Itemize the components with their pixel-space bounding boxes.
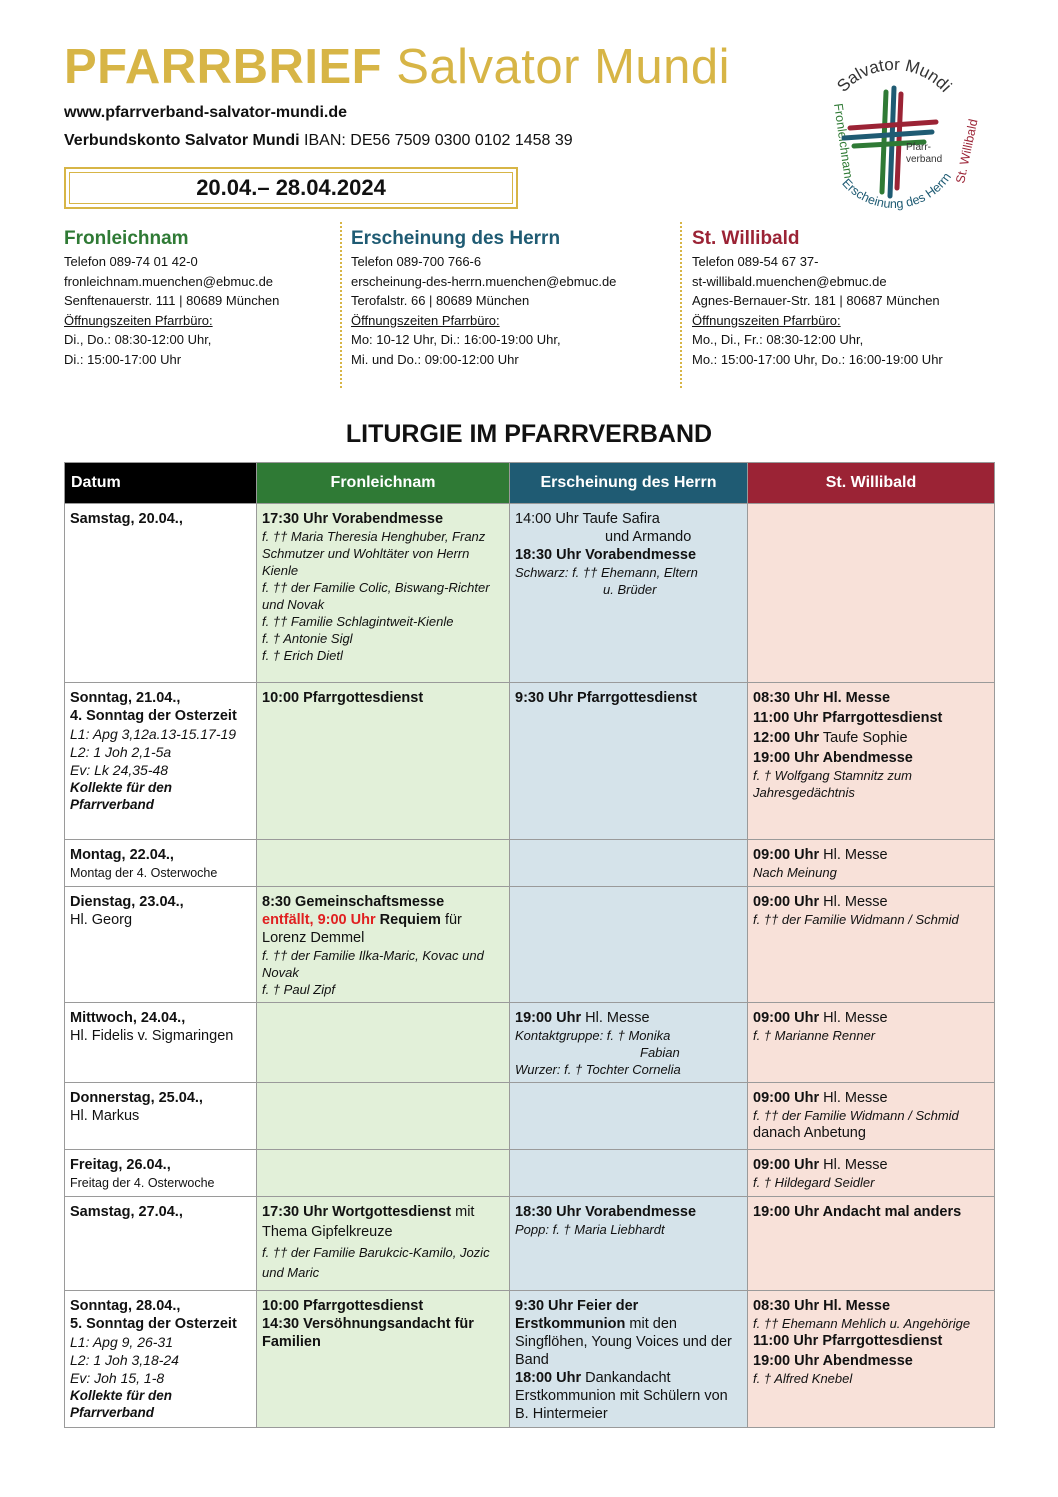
date-range: 20.04.– 28.04.2024 xyxy=(69,172,513,204)
date-cell: Donnerstag, 25.04., Hl. Markus xyxy=(65,1083,257,1150)
willibald-cell: 08:30 Uhr Hl. Messe 11:00 Uhr Pfarrgottesdienst 12:00 Uhr Taufe Sophie 19:00 Uhr Abendmesse f. † Wolfgang Stamnitz zum Jahresgedächtnis xyxy=(748,683,995,840)
parish-name: Fronleichnam xyxy=(64,228,189,249)
willibald-cell: 09:00 Uhr Hl. Messe f. †† der Familie Widmann / Schmid danach Anbetung xyxy=(748,1083,995,1150)
erscheinung-cell: 9:30 Uhr Feier der Erstkommunion mit den Singflöhen, Young Voices und der Band 18:00 Uhr Dankandacht Erstkommunion mit Schülern von B. Hintermeier xyxy=(510,1291,748,1428)
svg-text:Fronleichnam: Fronleichnam xyxy=(831,102,856,180)
parish-phone: Telefon 089-54 67 37- xyxy=(692,254,819,269)
table-row xyxy=(65,1083,995,1150)
salvator-mundi-logo xyxy=(804,46,984,226)
liturgy-heading: LITURGIE IM PFARRVERBAND xyxy=(345,420,713,448)
date-cell: Sonntag, 28.04., 5. Sonntag der Osterzeit L1: Apg 9, 26-31 L2: 1 Joh 3,18-24 Ev: Joh 15, 1-8 Kollekte für den Pfarrverband xyxy=(65,1291,257,1428)
erscheinung-cell: 9:30 Uhr Pfarrgottesdienst xyxy=(510,683,748,840)
column-header-datum: Datum xyxy=(65,463,257,504)
willibald-cell: 09:00 Uhr Hl. Messe Nach Meinung xyxy=(748,840,995,887)
parish-name: St. Willibald xyxy=(692,228,800,249)
office-hours-2: Mo.: 15:00-17:00 Uhr, Do.: 16:00-19:00 Uhr xyxy=(692,351,943,367)
date-cell: Freitag, 26.04., Freitag der 4. Osterwoche xyxy=(65,1150,257,1197)
fronleichnam-cell: 17:30 Uhr Wortgottesdienst mit Thema Gipfelkreuze f. †† der Familie Barukcic-Kamilo, Jozic und Maric xyxy=(257,1197,510,1291)
table-row xyxy=(65,1003,995,1083)
parish-address: Senftenauerstr. 111 | 80689 München xyxy=(64,293,280,308)
office-hours-1: Mo: 10-12 Uhr, Di.: 16:00-19:00 Uhr, xyxy=(351,332,561,347)
date-cell: Dienstag, 23.04., Hl. Georg xyxy=(65,887,257,1003)
willibald-cell: 09:00 Uhr Hl. Messe f. † Hildegard Seidler xyxy=(748,1150,995,1197)
table-row xyxy=(65,683,995,840)
willibald-cell xyxy=(748,504,995,683)
erscheinung-cell: 14:00 Uhr Taufe Safira und Armando 18:30 Uhr Vorabendmesse Schwarz: f. †† Ehemann, Eltern u. Brüder xyxy=(510,504,748,683)
website-link[interactable]: www.pfarrverband-salvator-mundi.de xyxy=(64,104,348,121)
date-range-box xyxy=(64,167,518,209)
parish-info-fronleichnam xyxy=(64,226,279,369)
table-row xyxy=(65,504,995,683)
fronleichnam-cell xyxy=(257,1150,510,1197)
office-hours-1: Di., Do.: 08:30-12:00 Uhr, xyxy=(64,332,212,347)
erscheinung-cell xyxy=(510,1083,748,1150)
office-hours-2: Di.: 15:00-17:00 Uhr xyxy=(64,351,182,367)
willibald-cell: 19:00 Uhr Andacht mal anders xyxy=(748,1197,995,1291)
office-hours-label: Öffnungszeiten Pfarrbüro: xyxy=(351,312,500,328)
date-cell: Sonntag, 21.04., 4. Sonntag der Osterzeit L1: Apg 3,12a.13-15.17-19 L2: 1 Joh 2,1-5a Ev: Lk 24,35-48 Kollekte für den Pfarrverband xyxy=(65,683,257,840)
liturgy-table xyxy=(64,462,995,1428)
bank-account: Verbundskonto Salvator Mundi IBAN: DE56 7509 0300 0102 1458 39 xyxy=(64,132,573,149)
parish-email[interactable]: fronleichnam.muenchen@ebmuc.de xyxy=(64,273,274,289)
date-cell: Samstag, 20.04., xyxy=(65,504,257,683)
fronleichnam-cell xyxy=(257,1003,510,1083)
column-header-willibald: St. Willibald xyxy=(748,463,995,504)
column-divider xyxy=(340,222,342,388)
column-header-fronleichnam: Fronleichnam xyxy=(257,463,510,504)
svg-text:Erscheinung des Herrn: Erscheinung des Herrn xyxy=(839,170,954,212)
parish-phone: Telefon 089-700 766-6 xyxy=(351,254,482,269)
parish-email[interactable]: erscheinung-des-herrn.muenchen@ebmuc.de xyxy=(351,273,617,289)
fronleichnam-cell xyxy=(257,840,510,887)
svg-text:Salvator Mundi: Salvator Mundi xyxy=(833,54,956,96)
table-row xyxy=(65,840,995,887)
table-row xyxy=(65,1291,995,1428)
erscheinung-cell xyxy=(510,840,748,887)
parish-info-willibald xyxy=(692,226,943,369)
svg-text:Pfarr-: Pfarr- xyxy=(906,142,931,153)
parish-name: Erscheinung des Herrn xyxy=(351,228,561,249)
page-title: PFARRBRIEF Salvator Mundi xyxy=(64,40,731,94)
table-row xyxy=(65,1197,995,1291)
parish-email[interactable]: st-willibald.muenchen@ebmuc.de xyxy=(692,273,887,289)
date-cell: Samstag, 27.04., xyxy=(65,1197,257,1291)
fronleichnam-cell: 10:00 Pfarrgottesdienst 14:30 Versöhnungsandacht für Familien xyxy=(257,1291,510,1428)
parish-phone: Telefon 089-74 01 42-0 xyxy=(64,254,198,269)
column-header-erscheinung: Erscheinung des Herrn xyxy=(510,463,748,504)
fronleichnam-cell xyxy=(257,1083,510,1150)
erscheinung-cell xyxy=(510,1150,748,1197)
table-row xyxy=(65,887,995,1003)
office-hours-label: Öffnungszeiten Pfarrbüro: xyxy=(692,312,841,328)
table-row xyxy=(65,1150,995,1197)
column-divider xyxy=(680,222,682,388)
fronleichnam-cell: 10:00 Pfarrgottesdienst xyxy=(257,683,510,840)
date-cell: Montag, 22.04., Montag der 4. Osterwoche xyxy=(65,840,257,887)
parish-address: Agnes-Bernauer-Str. 181 | 80687 München xyxy=(692,293,940,308)
office-hours-label: Öffnungszeiten Pfarrbüro: xyxy=(64,312,213,328)
office-hours-1: Mo., Di., Fr.: 08:30-12:00 Uhr, xyxy=(692,332,864,347)
erscheinung-cell xyxy=(510,887,748,1003)
parish-address: Terofalstr. 66 | 80689 München xyxy=(351,293,530,308)
willibald-cell: 09:00 Uhr Hl. Messe f. † Marianne Renner xyxy=(748,1003,995,1083)
office-hours-2: Mi. und Do.: 09:00-12:00 Uhr xyxy=(351,351,519,367)
willibald-cell: 08:30 Uhr Hl. Messe f. †† Ehemann Mehlich u. Angehörige 11:00 Uhr Pfarrgottesdienst 19:00 Uhr Abendmesse f. † Alfred Knebel xyxy=(748,1291,995,1428)
date-cell: Mittwoch, 24.04., Hl. Fidelis v. Sigmaringen xyxy=(65,1003,257,1083)
fronleichnam-cell: 17:30 Uhr Vorabendmesse f. †† Maria Theresia Henghuber, Franz Schmutzer und Wohltäter von Herrn Kienle f. †† der Familie Colic, Biswang-Richter und Novak f. †† Familie Schlagintweit-Kienle f. † Antonie Sigl f. † Erich Dietl xyxy=(257,504,510,683)
willibald-cell: 09:00 Uhr Hl. Messe f. †† der Familie Widmann / Schmid xyxy=(748,887,995,1003)
svg-text:St. Willibald: St. Willibald xyxy=(953,117,981,185)
svg-text:verband: verband xyxy=(906,154,943,165)
parish-info-erscheinung xyxy=(351,226,616,369)
erscheinung-cell: 19:00 Uhr Hl. Messe Kontaktgruppe: f. † Monika Fabian Wurzer: f. † Tochter Cornelia xyxy=(510,1003,748,1083)
table-header-row xyxy=(65,463,995,504)
erscheinung-cell: 18:30 Uhr Vorabendmesse Popp: f. † Maria Liebhardt xyxy=(510,1197,748,1291)
fronleichnam-cell: 8:30 Gemeinschaftsmesse entfällt, 9:00 Uhr Requiem für Lorenz Demmel f. †† der Familie Ilka-Maric, Kovac und Novak f. † Paul Zipf xyxy=(257,887,510,1003)
